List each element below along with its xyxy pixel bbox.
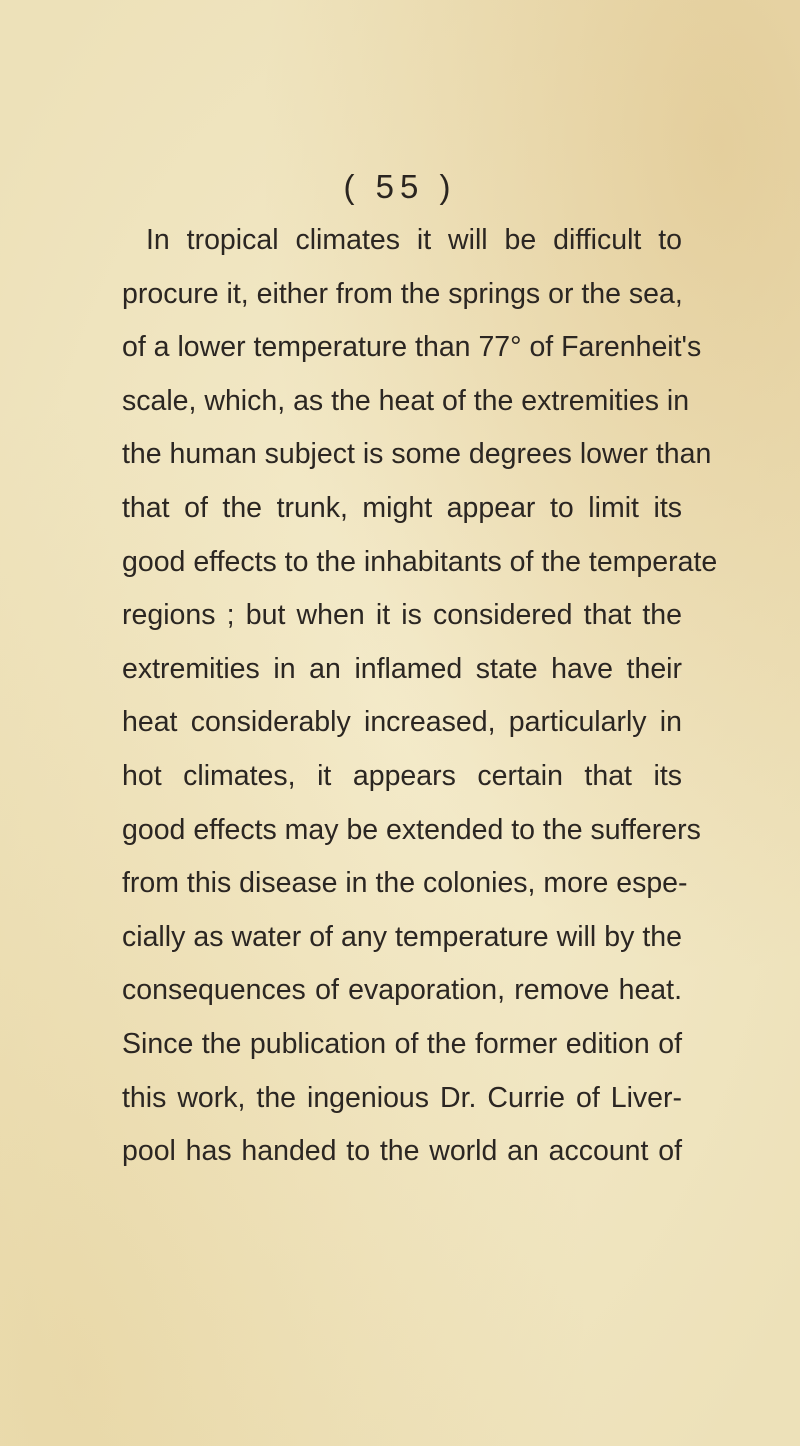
text-line-17: this work, the ingenious Dr. Currie of Liver- [122,1081,682,1114]
text-line-14: cially as water of any temperature will by the [122,920,682,953]
text-line-16: Since the publication of the former edition of [122,1027,682,1060]
text-line-11: hot climates, it appears certain that its [122,759,682,792]
text-line-10: heat considerably increased, particularly in [122,706,682,739]
text-line-3: of a lower temperature than 77° of Farenheit's [122,331,702,364]
text-line-18: pool has handed to the world an account of [122,1135,682,1168]
text-line-13: from this disease in the colonies, more espe- [122,867,688,900]
text-line-15: consequences of evaporation, remove heat. [122,974,682,1007]
text-line-9: extremities in an inflamed state have their [122,652,682,685]
body-text [122,214,718,1179]
text-line-7: good effects to the inhabitants of the temperate [122,545,718,578]
text-line-5: the human subject is some degrees lower than [122,438,712,471]
text-line-4: scale, which, as the heat of the extremities in [122,384,690,417]
text-line-2: procure it, either from the springs or the sea, [122,277,683,310]
text-line-8: regions ; but when it is considered that the [122,599,682,632]
text-line-6: that of the trunk, might appear to limit its [122,491,682,524]
page-number: ( 55 ) [343,168,457,205]
text-line-12: good effects may be extended to the sufferers [122,813,701,846]
text-line-1: In tropical climates it will be difficult to [146,224,682,256]
